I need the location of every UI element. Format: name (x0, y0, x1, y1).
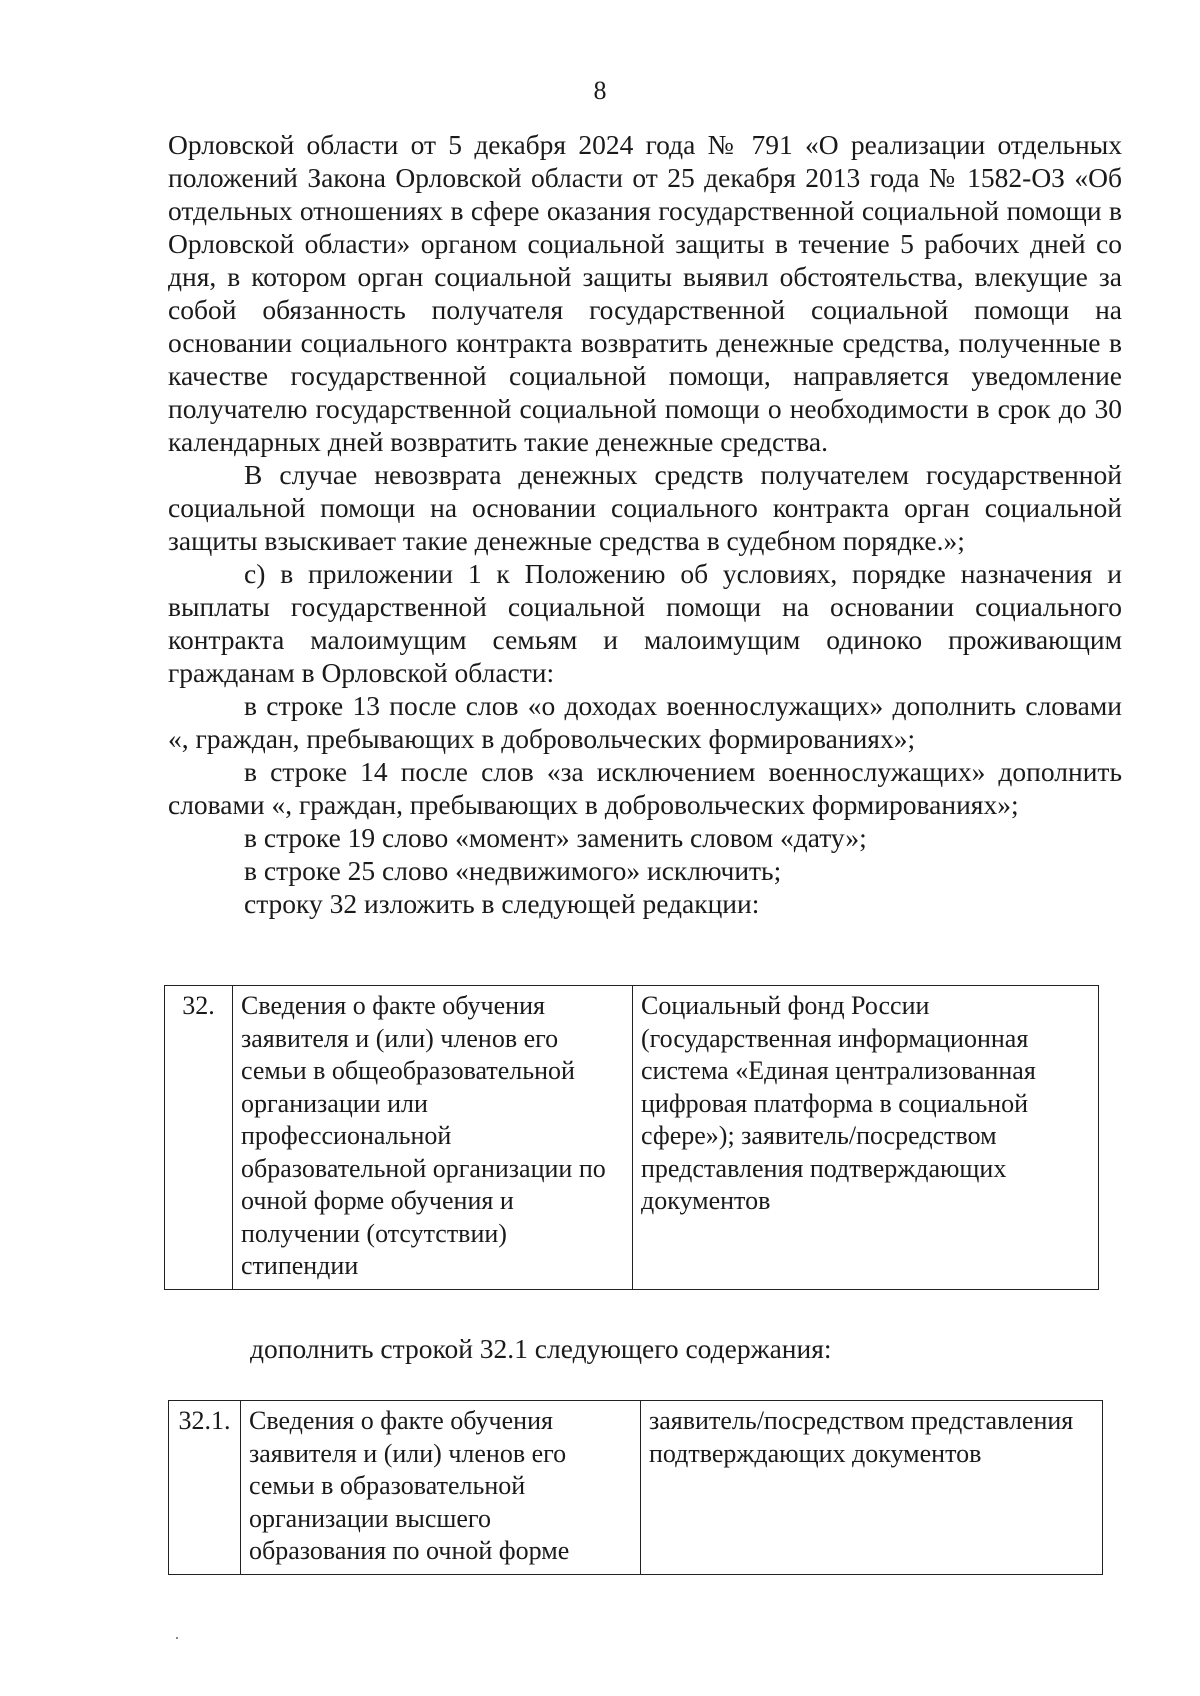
information-cell: Сведения о факте обучения заявителя и (или) членов его семьи в общеобразовательной организации или профессиональной образовательной организации по очной форме обучения и получении (отсутствии) стипендии (233, 986, 633, 1290)
source-cell: Социальный фонд России (государственная информационная система «Единая централизованная цифровая платформа в социальной сфере»); заявитель/посредством представления подтверждающих документов (633, 986, 1099, 1290)
source-cell: заявитель/посредством представления подтверждающих документов (641, 1401, 1103, 1575)
table-row (165, 986, 1099, 1290)
scan-speck (176, 1637, 178, 1639)
paragraph-nonreturn: В случае невозврата денежных средств получателем государственной социальной помощи на основании социального контракта орган социальной защиты взыскивает такие денежные средства в судебном порядке.»; (168, 459, 1122, 556)
table-row-32 (164, 985, 1099, 1290)
paragraph-appendix-c: с) в приложении 1 к Положению об условиях, порядке назначения и выплаты государственной социальной помощи на основании социального контракта малоимущим семьям и малоимущим одиноко проживающим гражданам в Орловской области: (168, 558, 1122, 688)
paragraph-row-19: в строке 19 слово «момент» заменить словом «дату»; (244, 822, 867, 853)
table-row-32-1 (168, 1400, 1103, 1575)
paragraph-row-14: в строке 14 после слов «за исключением военнослужащих» дополнить словами «, граждан, пребывающих в добровольческих формированиях»; (168, 756, 1122, 820)
information-cell: Сведения о факте обучения заявителя и (или) членов его семьи в образовательной организации высшего образования по очной форме (241, 1401, 641, 1575)
paragraph-continuation: Орловской области от 5 декабря 2024 года № 791 «О реализации отдельных положений Закона Орловской области от 25 декабря 2013 года № 1582-ОЗ «Об отдельных отношениях в сфере оказания государственной социальной помощи в Орловской области» органом социальной защиты в течение 5 рабочих дней со дня, в котором орган социальной защиты выявил обстоятельства, влекущие за собой обязанность получателя государственной социальной помощи на основании социального контракта возвратить денежные средства, полученные в качестве государственной социальной помощи, направляется уведомление получателю государственной социальной помощи о необходимости в срок до 30 календарных дней возвратить такие денежные средства. (168, 129, 1122, 457)
paragraph-row-32-intro: строку 32 изложить в следующей редакции: (244, 888, 760, 919)
document-body (168, 128, 1122, 920)
row-number-cell: 32. (165, 986, 233, 1290)
paragraph-row-25: в строке 25 слово «недвижимого» исключить; (244, 855, 782, 886)
page-number: 8 (593, 76, 607, 105)
add-row-32-1-text: дополнить строкой 32.1 следующего содержания: (250, 1333, 832, 1364)
row-number-cell: 32.1. (169, 1401, 241, 1575)
table-row (169, 1401, 1103, 1575)
paragraph-row-13: в строке 13 после слов «о доходах военнослужащих» дополнить словами «, граждан, пребывающих в добровольческих формированиях»; (168, 690, 1122, 754)
